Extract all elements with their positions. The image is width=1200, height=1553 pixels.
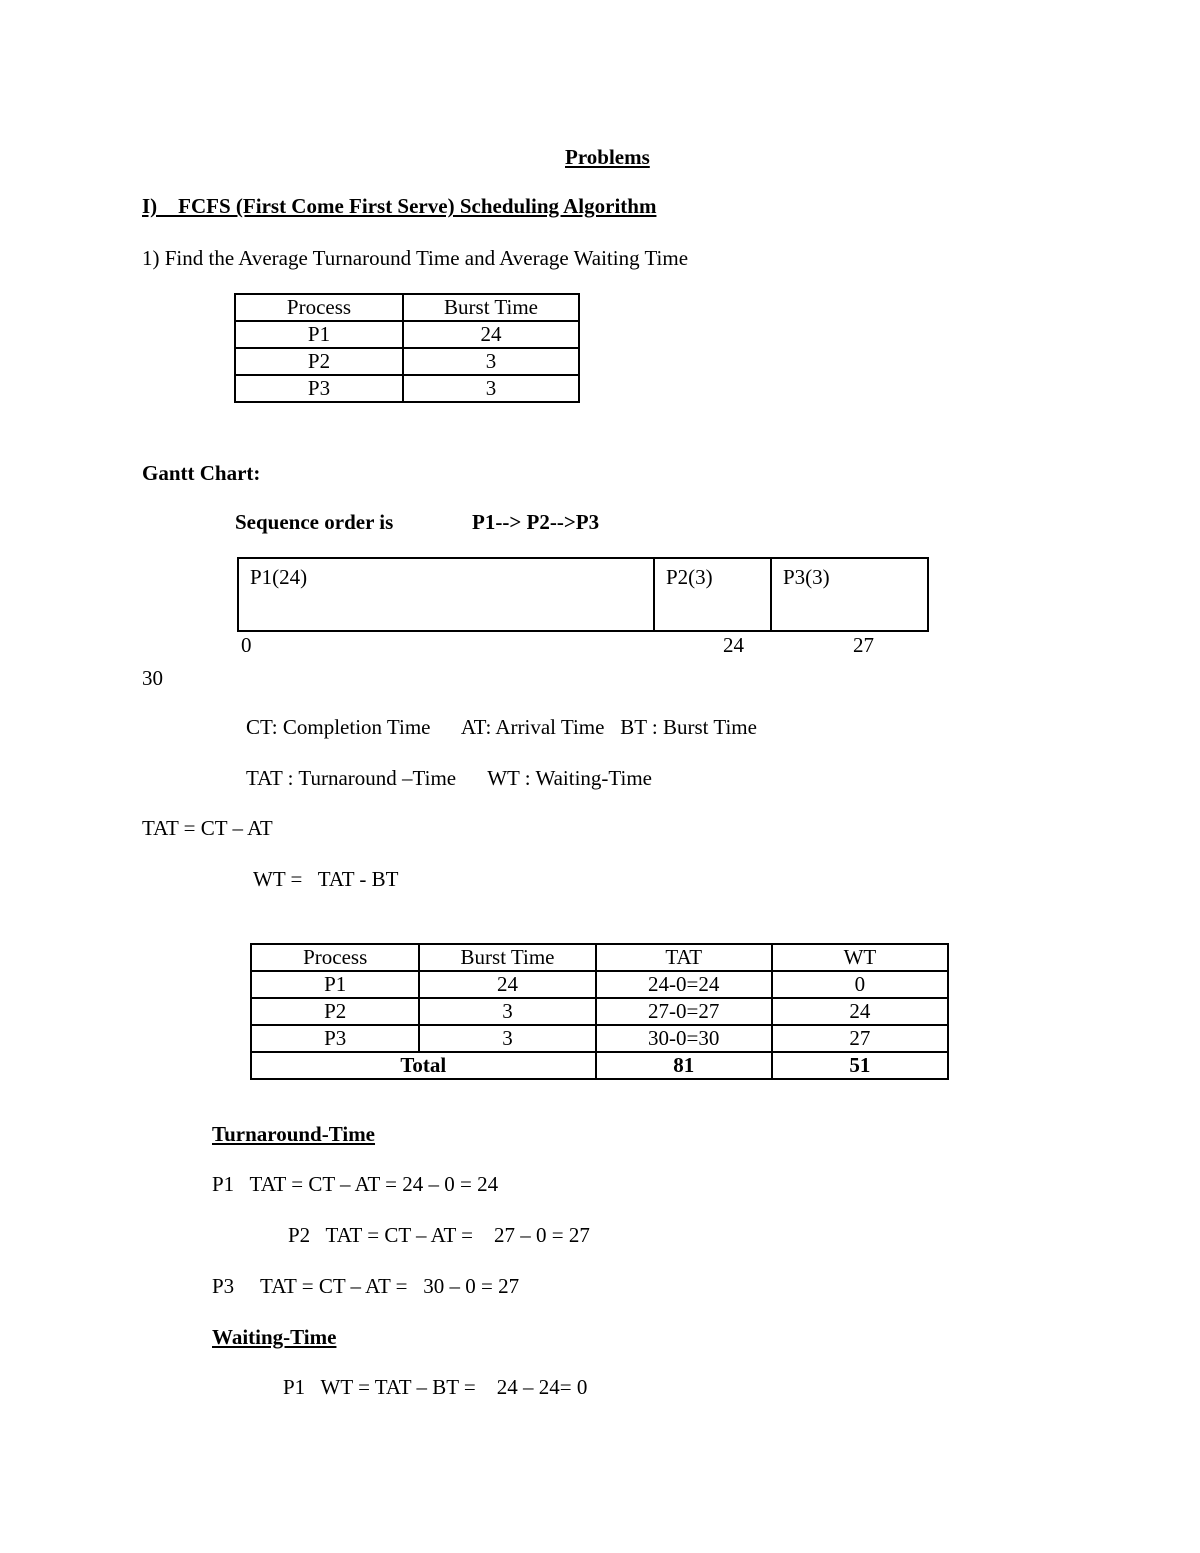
table-header-cell: Process bbox=[235, 294, 403, 321]
section-heading: I) FCFS (First Come First Serve) Scheduling Algorithm bbox=[142, 194, 657, 218]
table-cell: 24 bbox=[772, 998, 948, 1025]
gantt-heading: Gantt Chart: bbox=[142, 461, 261, 485]
table-row bbox=[235, 375, 579, 402]
turnaround-line: P2 TAT = CT – AT = 27 – 0 = 27 bbox=[288, 1223, 590, 1247]
sequence-label: Sequence order is bbox=[235, 510, 394, 534]
table-cell: P1 bbox=[235, 321, 403, 348]
gantt-tick-label: 27 bbox=[853, 633, 874, 657]
table-header-cell: Burst Time bbox=[419, 944, 595, 971]
table-cell: P1 bbox=[251, 971, 419, 998]
table-cell: 27-0=27 bbox=[596, 998, 772, 1025]
table-header-cell: Process bbox=[251, 944, 419, 971]
waiting-line: P1 WT = TAT – BT = 24 – 24= 0 bbox=[283, 1375, 588, 1399]
table-row bbox=[251, 1025, 948, 1052]
table-cell: 24-0=24 bbox=[596, 971, 772, 998]
gantt-block-label: P1(24) bbox=[250, 565, 308, 589]
table-header-cell: TAT bbox=[596, 944, 772, 971]
gantt-tick-label: 30 bbox=[142, 666, 163, 690]
gantt-block-p1 bbox=[239, 559, 653, 630]
table-header-row bbox=[251, 944, 948, 971]
turnaround-line: P3 TAT = CT – AT = 30 – 0 = 27 bbox=[212, 1274, 520, 1298]
table-cell: 30-0=30 bbox=[596, 1025, 772, 1052]
table-row bbox=[251, 971, 948, 998]
table-cell: P3 bbox=[235, 375, 403, 402]
table-header-cell: WT bbox=[772, 944, 948, 971]
gantt-tick-label: 24 bbox=[723, 633, 744, 657]
table-cell: 3 bbox=[419, 1025, 595, 1052]
table-total-row bbox=[251, 1052, 948, 1079]
waiting-heading: Waiting-Time bbox=[212, 1325, 337, 1349]
gantt-block-label: P2(3) bbox=[666, 565, 713, 589]
sequence-value: P1--> P2-->P3 bbox=[472, 510, 600, 534]
turnaround-heading: Turnaround-Time bbox=[212, 1122, 376, 1146]
table-cell: P2 bbox=[251, 998, 419, 1025]
formula-wt: WT = TAT - BT bbox=[253, 867, 399, 891]
gantt-tick-label: 0 bbox=[241, 633, 252, 657]
total-tat: 81 bbox=[596, 1052, 772, 1079]
burst-time-table bbox=[234, 293, 580, 403]
table-cell: 27 bbox=[772, 1025, 948, 1052]
gantt-block-label: P3(3) bbox=[783, 565, 830, 589]
table-cell: 24 bbox=[419, 971, 595, 998]
table-cell: 3 bbox=[403, 348, 579, 375]
gantt-chart bbox=[237, 557, 929, 632]
total-wt: 51 bbox=[772, 1052, 948, 1079]
page-title: Problems bbox=[565, 145, 650, 169]
total-label: Total bbox=[251, 1052, 596, 1079]
table-header-row bbox=[235, 294, 579, 321]
turnaround-line: P1 TAT = CT – AT = 24 – 0 = 24 bbox=[212, 1172, 499, 1196]
results-table bbox=[250, 943, 949, 1080]
table-cell: 3 bbox=[419, 998, 595, 1025]
question-text: 1) Find the Average Turnaround Time and Average Waiting Time bbox=[142, 246, 689, 270]
table-cell: 24 bbox=[403, 321, 579, 348]
table-cell: 3 bbox=[403, 375, 579, 402]
table-row bbox=[235, 348, 579, 375]
legend-line: TAT : Turnaround –Time WT : Waiting-Time bbox=[246, 766, 652, 790]
legend-line: CT: Completion Time AT: Arrival Time BT : Burst Time bbox=[246, 715, 757, 739]
table-cell: P2 bbox=[235, 348, 403, 375]
formula-tat: TAT = CT – AT bbox=[142, 816, 273, 840]
table-row bbox=[235, 321, 579, 348]
table-row bbox=[251, 998, 948, 1025]
gantt-block-p2 bbox=[653, 559, 770, 630]
table-header-cell: Burst Time bbox=[403, 294, 579, 321]
gantt-block-p3 bbox=[770, 559, 927, 630]
table-cell: P3 bbox=[251, 1025, 419, 1052]
table-cell: 0 bbox=[772, 971, 948, 998]
